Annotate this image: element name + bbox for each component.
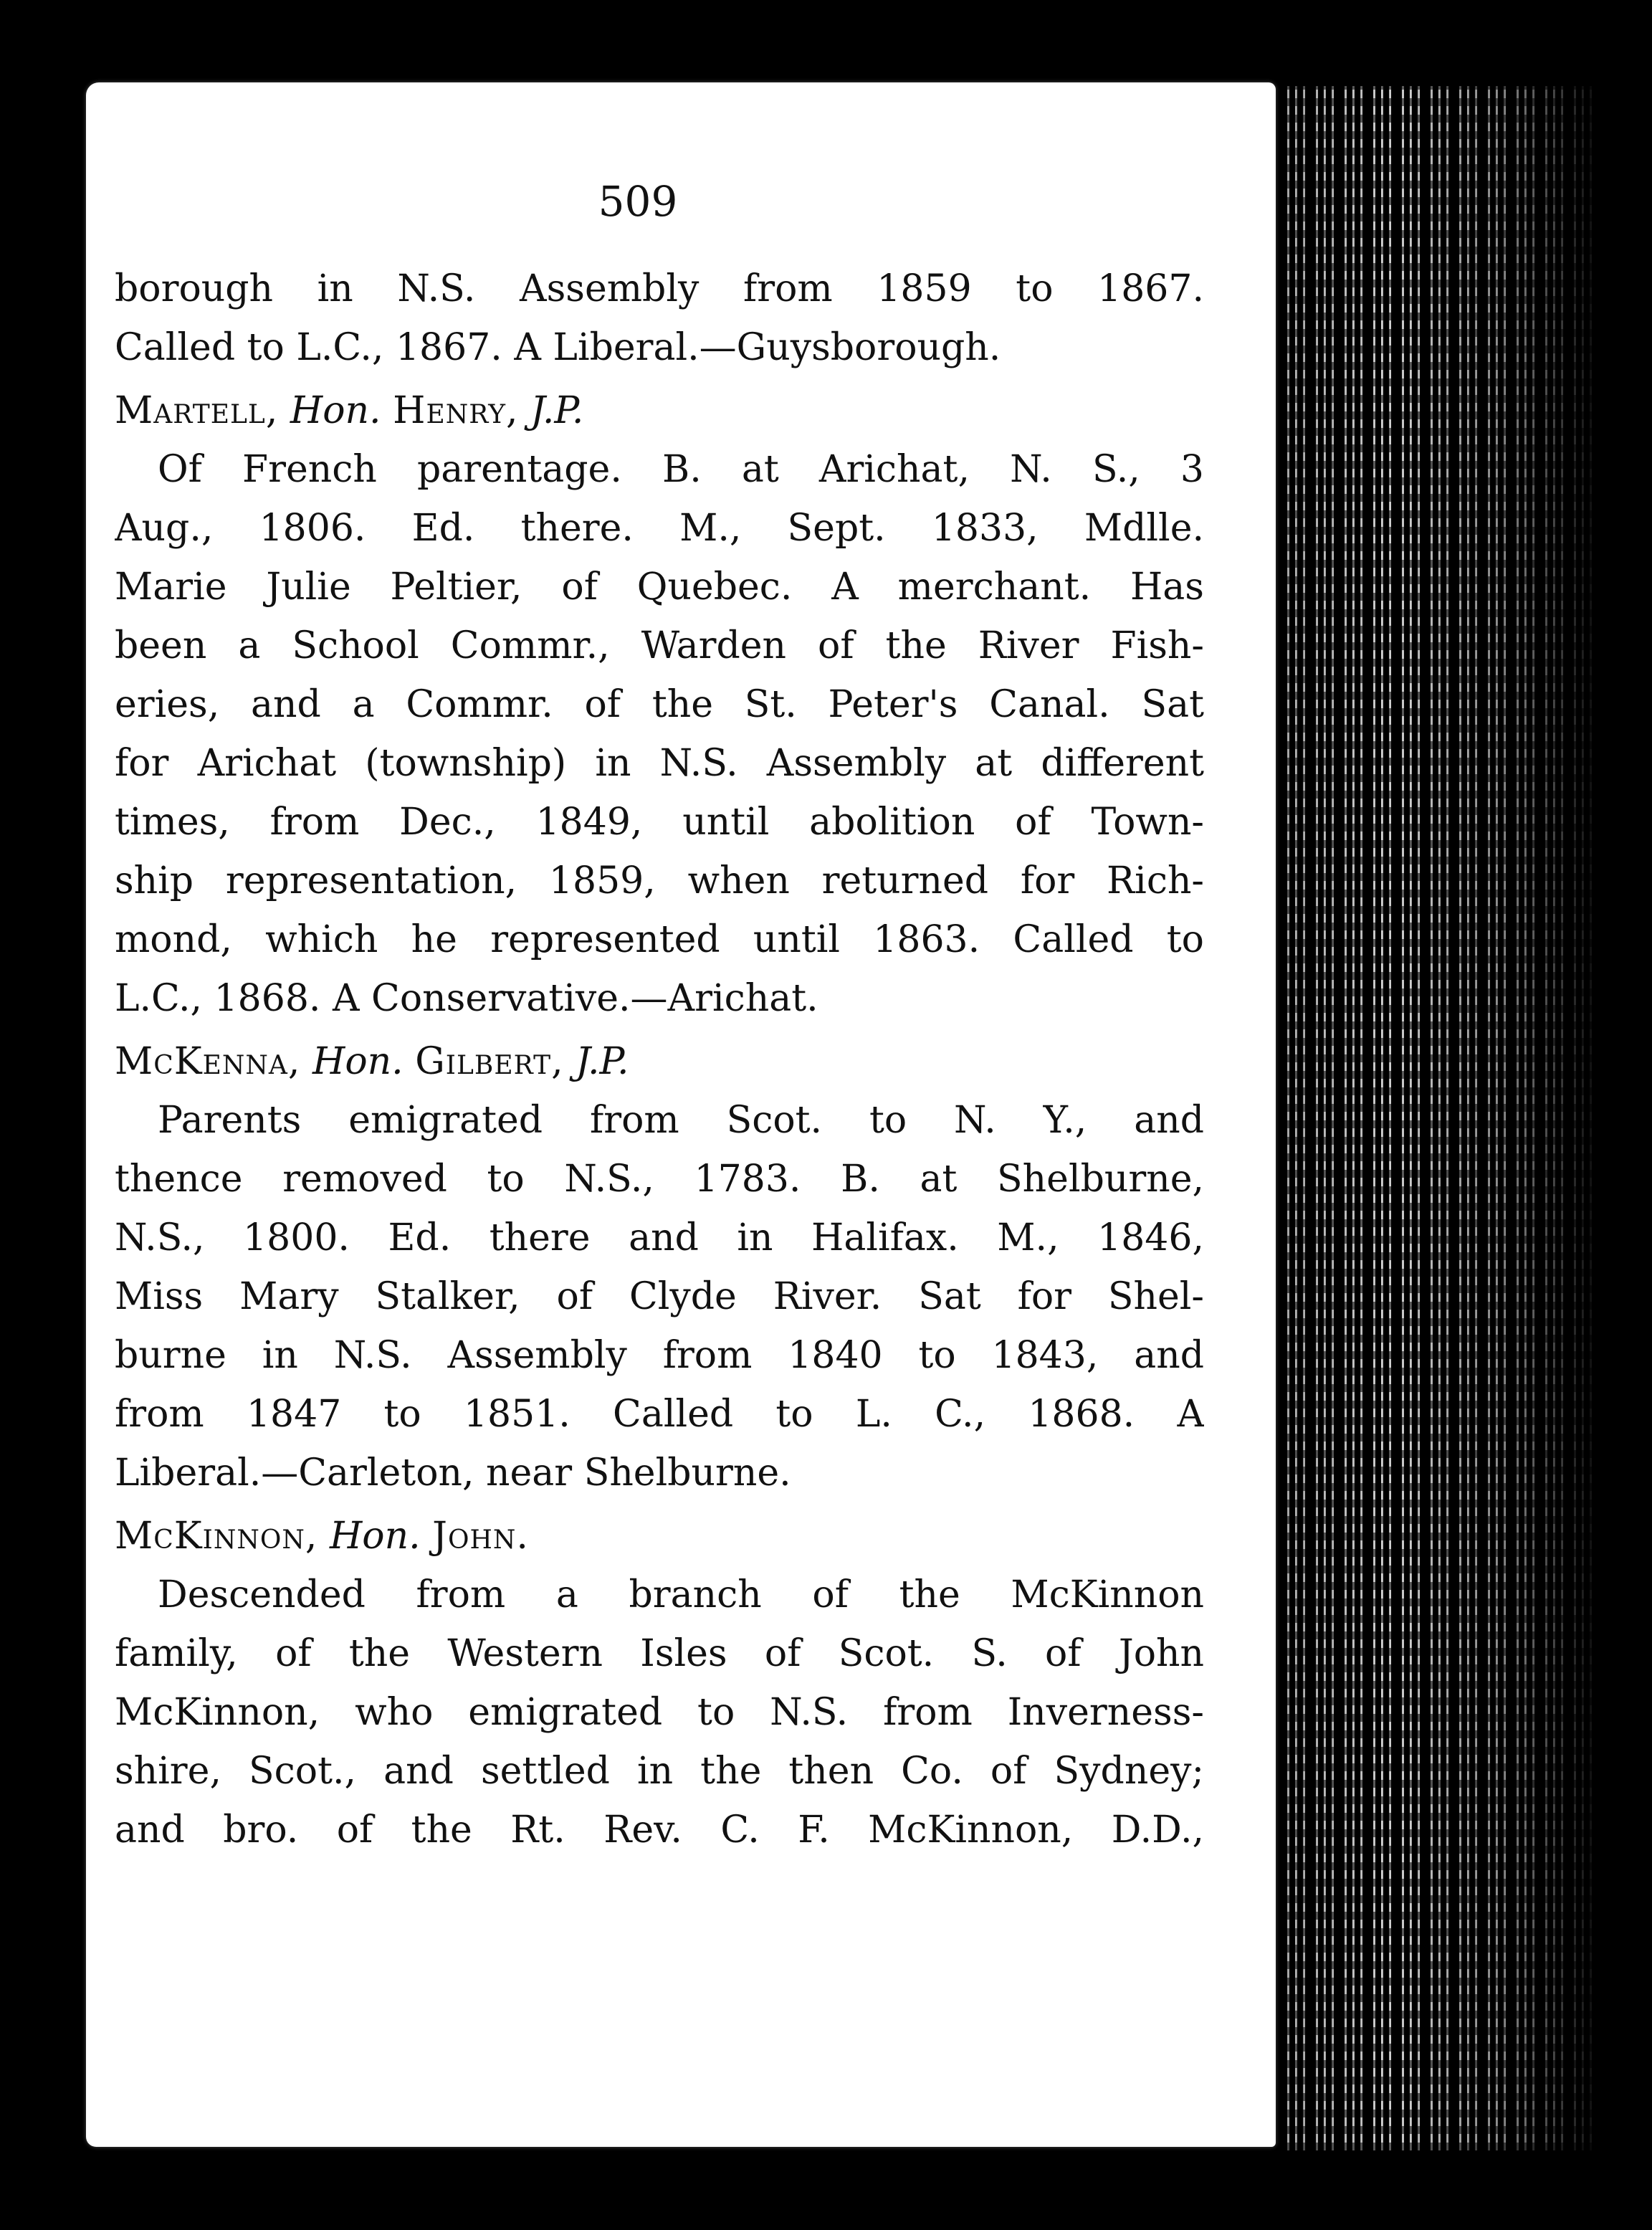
entry-suffix: J.P. bbox=[576, 1040, 629, 1083]
prev-entry-continuation bbox=[115, 259, 1204, 377]
page-content bbox=[115, 172, 1204, 1859]
entry-heading bbox=[115, 381, 1204, 440]
text-line: thence removed to N.S., 1783. B. at Shelburne, bbox=[115, 1158, 1204, 1201]
text-line: Liberal.—Carleton, near Shelburne. bbox=[115, 1452, 791, 1495]
text-line: and bro. of the Rt. Rev. C. F. McKinnon, D.D., bbox=[115, 1809, 1204, 1852]
entry-title: Hon. bbox=[290, 389, 381, 432]
entry-title: Hon. bbox=[329, 1515, 421, 1558]
entry-heading bbox=[115, 1507, 1204, 1566]
page-number: 509 bbox=[598, 177, 678, 226]
text-line: Descended from a branch of the McKinnon bbox=[158, 1573, 1204, 1616]
text-line: borough in N.S. Assembly from 1859 to 1867. bbox=[115, 267, 1204, 310]
entry-title: Hon. bbox=[312, 1040, 404, 1083]
entry-martell bbox=[115, 381, 1204, 1028]
entry-forename: Henry, bbox=[393, 389, 519, 432]
text-line: N.S., 1800. Ed. there and in Halifax. M., 1846, bbox=[115, 1216, 1204, 1259]
text-line: from 1847 to 1851. Called to L. C., 1868. A bbox=[115, 1393, 1204, 1436]
text-line: Marie Julie Peltier, of Quebec. A merchant. Has bbox=[115, 566, 1204, 609]
page-edge-shading bbox=[1283, 86, 1598, 2150]
text-line: Miss Mary Stalker, of Clyde River. Sat for Shel- bbox=[115, 1275, 1204, 1318]
text-line: burne in N.S. Assembly from 1840 to 1843, and bbox=[115, 1334, 1204, 1377]
entry-forename: John. bbox=[432, 1515, 529, 1558]
text-line: been a School Commr., Warden of the River Fish- bbox=[115, 624, 1204, 667]
text-line: shire, Scot., and settled in the then Co. of Sydney; bbox=[115, 1750, 1204, 1793]
text-line: eries, and a Commr. of the St. Peter's Canal. Sat bbox=[115, 683, 1204, 726]
text-line: for Arichat (township) in N.S. Assembly at different bbox=[115, 742, 1204, 785]
entry-suffix: J.P. bbox=[530, 389, 584, 432]
text-line: mond, which he represented until 1863. Called to bbox=[115, 918, 1204, 961]
text-line: L.C., 1868. A Conservative.—Arichat. bbox=[115, 977, 818, 1020]
entry-forename: Gilbert, bbox=[415, 1040, 564, 1083]
text-line: McKinnon, who emigrated to N.S. from Inverness- bbox=[115, 1691, 1204, 1734]
entry-heading bbox=[115, 1032, 1204, 1091]
entry-mckinnon bbox=[115, 1507, 1204, 1859]
entry-mckenna bbox=[115, 1032, 1204, 1502]
text-line: family, of the Western Isles of Scot. S. of John bbox=[115, 1632, 1204, 1675]
text-line: times, from Dec., 1849, until abolition of Town- bbox=[115, 801, 1204, 844]
entry-surname: Martell, bbox=[115, 389, 279, 432]
entry-surname: McKinnon, bbox=[115, 1515, 318, 1558]
text-line: ship representation, 1859, when returned for Rich- bbox=[115, 859, 1204, 902]
text-line: Of French parentage. B. at Arichat, N. S., 3 bbox=[158, 448, 1204, 491]
text-line: Parents emigrated from Scot. to N. Y., and bbox=[158, 1099, 1204, 1142]
text-line: Aug., 1806. Ed. there. M., Sept. 1833, Mdlle. bbox=[115, 507, 1204, 550]
text-line: Called to L.C., 1867. A Liberal.—Guysborough. bbox=[115, 326, 1001, 369]
entry-surname: McKenna, bbox=[115, 1040, 301, 1083]
